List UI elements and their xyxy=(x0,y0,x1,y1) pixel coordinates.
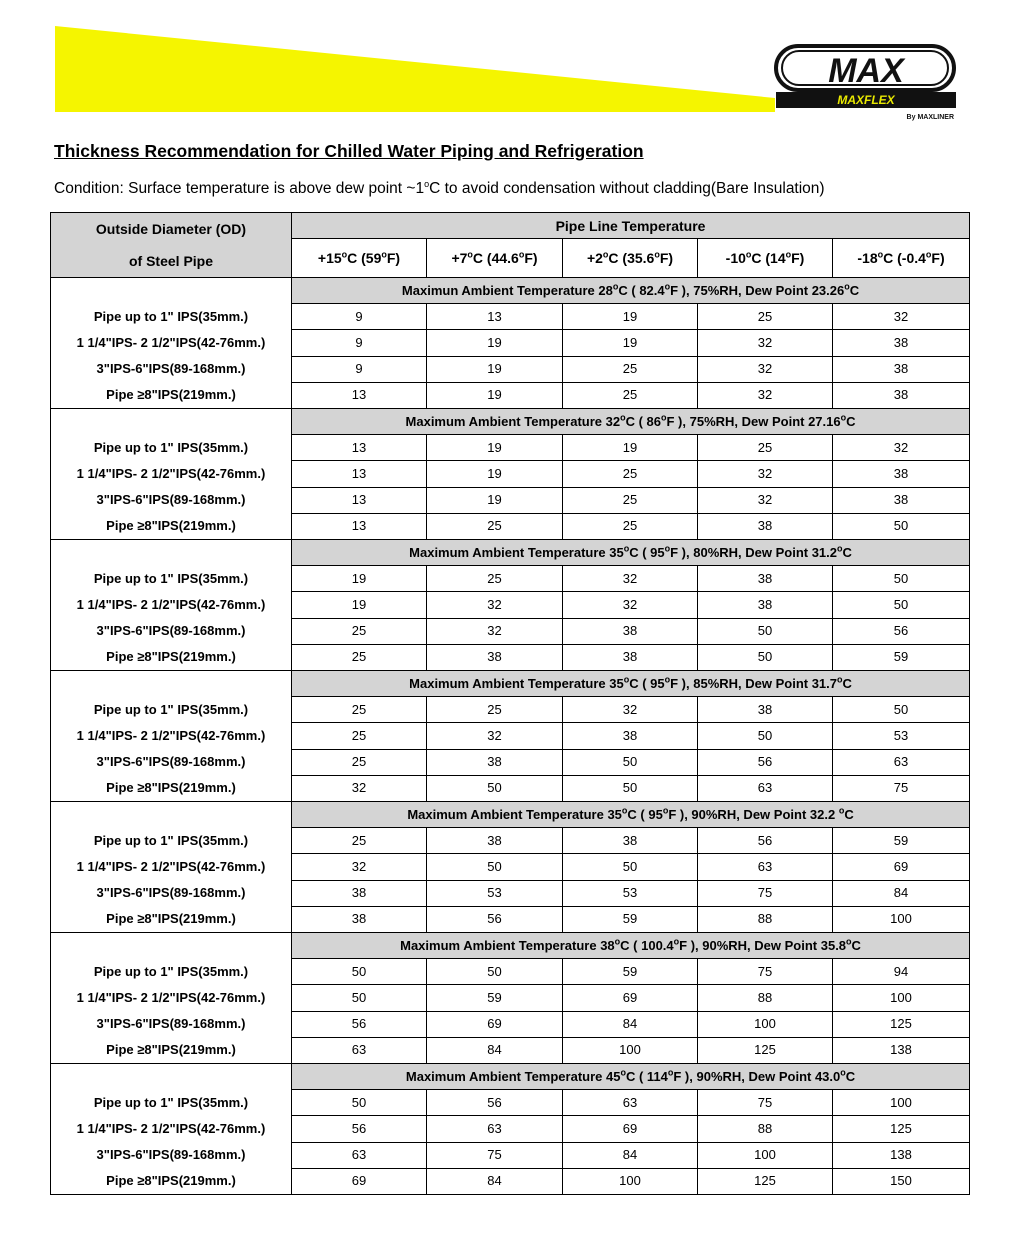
thickness-value: 32 xyxy=(427,723,563,749)
thickness-value: 100 xyxy=(833,985,970,1011)
thickness-value: 84 xyxy=(427,1168,563,1194)
thickness-value: 25 xyxy=(563,382,698,408)
thickness-value: 32 xyxy=(427,592,563,618)
pipe-size-label: 1 1/4"IPS- 2 1/2"IPS(42-76mm.) xyxy=(76,466,266,481)
pipe-size-labels xyxy=(51,802,292,933)
thickness-value: 32 xyxy=(427,618,563,644)
thickness-value: 59 xyxy=(427,985,563,1011)
thickness-value: 50 xyxy=(427,775,563,801)
thickness-value: 9 xyxy=(292,330,427,356)
thickness-value: 69 xyxy=(563,985,698,1011)
thickness-value: 25 xyxy=(292,723,427,749)
thickness-value: 50 xyxy=(292,985,427,1011)
thickness-value: 38 xyxy=(698,592,833,618)
thickness-value: 75 xyxy=(833,775,970,801)
thickness-value: 100 xyxy=(563,1168,698,1194)
pipe-size-label: Pipe up to 1" IPS(35mm.) xyxy=(93,964,249,979)
thickness-value: 19 xyxy=(427,356,563,382)
temperature-column-header: $+15^oC$ (59$^o$F) xyxy=(292,239,427,278)
pipe-size-label: Pipe ≥8"IPS(219mm.) xyxy=(106,1173,236,1188)
thickness-value: 19 xyxy=(427,330,563,356)
thickness-value: 56 xyxy=(698,749,833,775)
thickness-value: 38 xyxy=(833,382,970,408)
thickness-value: 75 xyxy=(698,1090,833,1116)
ambient-condition-header: Maximum Ambient Temperature 35$^o$C ( 95$^o$F ), 85%RH, Dew Point 31.7$^o$C xyxy=(292,671,970,697)
thickness-value: 13 xyxy=(427,304,563,330)
ambient-condition-header: Maximum Ambient Temperature 35$^o$C ( 95$^o$F ), 90%RH, Dew Point 32.2 $^o$C xyxy=(292,802,970,828)
thickness-value: 59 xyxy=(563,906,698,932)
logo-subtext: MAXFLEX xyxy=(837,93,895,107)
thickness-value: 59 xyxy=(833,644,970,670)
yellow-banner xyxy=(55,26,775,112)
thickness-value: 125 xyxy=(698,1168,833,1194)
temperature-column-header: $+2^oC$ (35.6$^o$F) xyxy=(563,239,698,278)
thickness-value: 38 xyxy=(427,828,563,854)
thickness-value: 50 xyxy=(563,749,698,775)
pipe-size-label: Pipe ≥8"IPS(219mm.) xyxy=(106,387,236,402)
thickness-value: 25 xyxy=(292,697,427,723)
pipe-size-labels xyxy=(51,1064,292,1195)
pipe-size-label: Pipe up to 1" IPS(35mm.) xyxy=(93,833,249,848)
thickness-value: 50 xyxy=(833,697,970,723)
thickness-value: 100 xyxy=(833,1090,970,1116)
thickness-value: 19 xyxy=(427,435,563,461)
thickness-value: 56 xyxy=(698,828,833,854)
pipe-line-temperature-header: Pipe Line Temperature xyxy=(292,213,970,239)
thickness-value: 50 xyxy=(833,513,970,539)
thickness-value: 19 xyxy=(427,382,563,408)
pipe-size-label: 1 1/4"IPS- 2 1/2"IPS(42-76mm.) xyxy=(76,990,266,1005)
thickness-value: 63 xyxy=(427,1116,563,1142)
thickness-value: 84 xyxy=(833,880,970,906)
pipe-size-label: 3"IPS-6"IPS(89-168mm.) xyxy=(96,492,246,507)
thickness-value: 32 xyxy=(833,304,970,330)
pipe-size-label: 3"IPS-6"IPS(89-168mm.) xyxy=(96,623,246,638)
thickness-value: 13 xyxy=(292,461,427,487)
thickness-value: 50 xyxy=(292,959,427,985)
thickness-value: 63 xyxy=(698,775,833,801)
thickness-value: 38 xyxy=(698,513,833,539)
thickness-value: 25 xyxy=(292,749,427,775)
pipe-size-labels xyxy=(51,409,292,540)
thickness-value: 19 xyxy=(427,461,563,487)
pipe-size-labels xyxy=(51,671,292,802)
thickness-value: 32 xyxy=(563,566,698,592)
thickness-value: 63 xyxy=(698,854,833,880)
pipe-size-label: 3"IPS-6"IPS(89-168mm.) xyxy=(96,885,246,900)
ambient-condition-header: Maximum Ambient Temperature 35$^o$C ( 95$^o$F ), 80%RH, Dew Point 31.2$^o$C xyxy=(292,540,970,566)
thickness-value: 94 xyxy=(833,959,970,985)
logo-by-text: By MAXLINER xyxy=(906,114,954,121)
thickness-value: 56 xyxy=(427,1090,563,1116)
pipe-size-label: Pipe up to 1" IPS(35mm.) xyxy=(93,702,249,717)
pipe-size-label: Pipe up to 1" IPS(35mm.) xyxy=(93,1095,249,1110)
logo-text: MAX xyxy=(828,52,904,90)
condition-text: Condition: Surface temperature is above dew point ~1$^o$C to avoid condensation without cladding(Bare Insulation) xyxy=(54,178,825,197)
pipe-size-label: Pipe ≥8"IPS(219mm.) xyxy=(106,518,236,533)
thickness-value: 84 xyxy=(563,1011,698,1037)
thickness-value: 19 xyxy=(292,566,427,592)
thickness-value: 63 xyxy=(292,1037,427,1063)
thickness-value: 32 xyxy=(698,461,833,487)
thickness-table xyxy=(50,212,970,1195)
thickness-value: 50 xyxy=(833,592,970,618)
thickness-value: 32 xyxy=(698,382,833,408)
thickness-value: 13 xyxy=(292,487,427,513)
thickness-value: 75 xyxy=(698,880,833,906)
thickness-value: 88 xyxy=(698,985,833,1011)
page-title: Thickness Recommendation for Chilled Water Piping and Refrigeration xyxy=(54,141,644,161)
pipe-size-labels xyxy=(51,933,292,1064)
pipe-size-label: 3"IPS-6"IPS(89-168mm.) xyxy=(96,1016,246,1031)
thickness-value: 100 xyxy=(833,906,970,932)
thickness-value: 50 xyxy=(427,959,563,985)
thickness-value: 19 xyxy=(563,330,698,356)
thickness-value: 50 xyxy=(698,723,833,749)
thickness-value: 38 xyxy=(292,906,427,932)
pipe-size-label: 3"IPS-6"IPS(89-168mm.) xyxy=(96,754,246,769)
thickness-value: 13 xyxy=(292,435,427,461)
pipe-size-labels xyxy=(51,278,292,409)
thickness-value: 38 xyxy=(427,749,563,775)
thickness-value: 38 xyxy=(833,356,970,382)
thickness-value: 19 xyxy=(292,592,427,618)
pipe-size-label: 3"IPS-6"IPS(89-168mm.) xyxy=(96,1147,246,1162)
thickness-value: 56 xyxy=(292,1116,427,1142)
thickness-value: 59 xyxy=(563,959,698,985)
temperature-column-header: -10$^o$C (14$^o$F) xyxy=(698,239,833,278)
thickness-value: 138 xyxy=(833,1037,970,1063)
thickness-value: 53 xyxy=(427,880,563,906)
thickness-value: 50 xyxy=(563,775,698,801)
thickness-value: 50 xyxy=(833,566,970,592)
thickness-value: 38 xyxy=(292,880,427,906)
thickness-value: 138 xyxy=(833,1142,970,1168)
thickness-value: 25 xyxy=(292,828,427,854)
pipe-size-label: Pipe ≥8"IPS(219mm.) xyxy=(106,1042,236,1057)
od-header xyxy=(51,213,292,278)
thickness-value: 9 xyxy=(292,304,427,330)
thickness-value: 75 xyxy=(698,959,833,985)
thickness-value: 25 xyxy=(563,487,698,513)
thickness-value: 63 xyxy=(292,1142,427,1168)
thickness-value: 38 xyxy=(563,644,698,670)
thickness-value: 59 xyxy=(833,828,970,854)
pipe-size-label: Pipe ≥8"IPS(219mm.) xyxy=(106,780,236,795)
thickness-value: 38 xyxy=(563,828,698,854)
pipe-size-label: Pipe up to 1" IPS(35mm.) xyxy=(93,571,249,586)
thickness-value: 32 xyxy=(698,356,833,382)
thickness-value: 38 xyxy=(563,618,698,644)
pipe-size-label: Pipe up to 1" IPS(35mm.) xyxy=(93,309,249,324)
thickness-value: 69 xyxy=(833,854,970,880)
thickness-value: 100 xyxy=(698,1011,833,1037)
thickness-value: 75 xyxy=(427,1142,563,1168)
pipe-size-label: Pipe ≥8"IPS(219mm.) xyxy=(106,649,236,664)
thickness-value: 25 xyxy=(563,513,698,539)
thickness-value: 125 xyxy=(833,1116,970,1142)
thickness-value: 100 xyxy=(563,1037,698,1063)
pipe-size-label: Pipe ≥8"IPS(219mm.) xyxy=(106,911,236,926)
pipe-size-label: 1 1/4"IPS- 2 1/2"IPS(42-76mm.) xyxy=(76,859,266,874)
thickness-value: 25 xyxy=(698,435,833,461)
thickness-value: 19 xyxy=(563,435,698,461)
thickness-value: 25 xyxy=(292,618,427,644)
thickness-value: 125 xyxy=(833,1011,970,1037)
thickness-value: 50 xyxy=(563,854,698,880)
thickness-value: 25 xyxy=(563,461,698,487)
thickness-value: 53 xyxy=(563,880,698,906)
thickness-value: 69 xyxy=(427,1011,563,1037)
thickness-value: 32 xyxy=(698,487,833,513)
thickness-value: 25 xyxy=(427,697,563,723)
thickness-value: 50 xyxy=(698,618,833,644)
temperature-column-header: $+7^oC$ (44.6$^o$F) xyxy=(427,239,563,278)
thickness-value: 53 xyxy=(833,723,970,749)
thickness-value: 25 xyxy=(698,304,833,330)
thickness-value: 38 xyxy=(563,723,698,749)
thickness-value: 56 xyxy=(292,1011,427,1037)
pipe-size-label: 3"IPS-6"IPS(89-168mm.) xyxy=(96,361,246,376)
thickness-value: 63 xyxy=(833,749,970,775)
thickness-value: 32 xyxy=(292,854,427,880)
thickness-value: 84 xyxy=(427,1037,563,1063)
thickness-value: 38 xyxy=(427,644,563,670)
ambient-condition-header: Maximun Ambient Temperature 28$^o$C ( 82.4$^o$F ), 75%RH, Dew Point 23.26$^o$C xyxy=(292,278,970,304)
thickness-value: 88 xyxy=(698,1116,833,1142)
thickness-value: 38 xyxy=(833,461,970,487)
thickness-value: 69 xyxy=(563,1116,698,1142)
od-header-line1: Outside Diameter (OD) xyxy=(95,221,247,237)
thickness-value: 25 xyxy=(427,566,563,592)
thickness-value: 84 xyxy=(563,1142,698,1168)
pipe-size-label: 1 1/4"IPS- 2 1/2"IPS(42-76mm.) xyxy=(76,597,266,612)
thickness-value: 63 xyxy=(563,1090,698,1116)
thickness-value: 38 xyxy=(833,487,970,513)
thickness-value: 19 xyxy=(427,487,563,513)
pipe-size-label: 1 1/4"IPS- 2 1/2"IPS(42-76mm.) xyxy=(76,335,266,350)
thickness-value: 32 xyxy=(563,697,698,723)
od-header-line2: of Steel Pipe xyxy=(128,253,214,269)
thickness-value: 13 xyxy=(292,513,427,539)
thickness-value: 150 xyxy=(833,1168,970,1194)
ambient-condition-header: Maximum Ambient Temperature 45$^o$C ( 114$^o$F ), 90%RH, Dew Point 43.0$^o$C xyxy=(292,1064,970,1090)
thickness-value: 125 xyxy=(698,1037,833,1063)
thickness-value: 56 xyxy=(833,618,970,644)
thickness-value: 38 xyxy=(698,566,833,592)
thickness-value: 50 xyxy=(292,1090,427,1116)
thickness-value: 38 xyxy=(833,330,970,356)
ambient-condition-header: Maximum Ambient Temperature 38$^o$C ( 100.4$^o$F ), 90%RH, Dew Point 35.8$^o$C xyxy=(292,933,970,959)
pipe-size-label: 1 1/4"IPS- 2 1/2"IPS(42-76mm.) xyxy=(76,728,266,743)
ambient-condition-header: Maximum Ambient Temperature 32$^o$C ( 86$^o$F ), 75%RH, Dew Point 27.16$^o$C xyxy=(292,409,970,435)
thickness-value: 50 xyxy=(698,644,833,670)
temperature-column-header: -18$^o$C (-0.4$^o$F) xyxy=(833,239,970,278)
thickness-value: 56 xyxy=(427,906,563,932)
thickness-value: 88 xyxy=(698,906,833,932)
thickness-value: 25 xyxy=(427,513,563,539)
thickness-value: 19 xyxy=(563,304,698,330)
thickness-value: 13 xyxy=(292,382,427,408)
thickness-value: 32 xyxy=(833,435,970,461)
pipe-size-label: Pipe up to 1" IPS(35mm.) xyxy=(93,440,249,455)
thickness-value: 32 xyxy=(698,330,833,356)
thickness-value: 32 xyxy=(563,592,698,618)
thickness-value: 38 xyxy=(698,697,833,723)
thickness-value: 69 xyxy=(292,1168,427,1194)
thickness-value: 9 xyxy=(292,356,427,382)
pipe-size-label: 1 1/4"IPS- 2 1/2"IPS(42-76mm.) xyxy=(76,1121,266,1136)
maxflex-logo xyxy=(774,40,958,122)
thickness-value: 25 xyxy=(563,356,698,382)
thickness-value: 50 xyxy=(427,854,563,880)
thickness-value: 32 xyxy=(292,775,427,801)
thickness-value: 100 xyxy=(698,1142,833,1168)
pipe-size-labels xyxy=(51,540,292,671)
thickness-value: 25 xyxy=(292,644,427,670)
